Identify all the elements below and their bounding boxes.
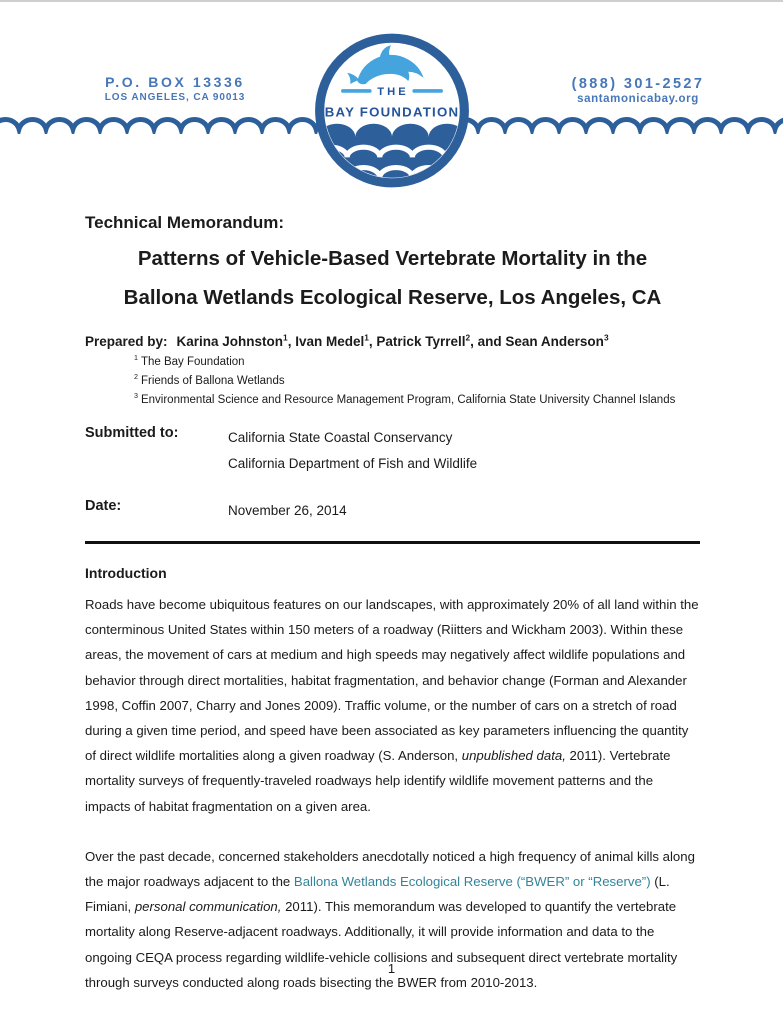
date-values bbox=[228, 498, 347, 524]
affiliation-text: The Bay Foundation bbox=[140, 356, 245, 368]
affiliation-sup: 3 bbox=[134, 392, 138, 401]
memo-title-line2: Ballona Wetlands Ecological Reserve, Los Angeles, CA bbox=[123, 286, 662, 309]
affiliation-sup: 1 bbox=[134, 354, 138, 363]
reserve-name-highlight: Ballona Wetlands Ecological Reserve (“BWER” or “Reserve”) bbox=[293, 874, 651, 890]
paragraph-text: Over the past decade, concerned stakeholders anecdotally noticed a high frequency of animal kills along the major roadways adjacent to the bbox=[85, 848, 695, 890]
author-sep: , bbox=[368, 334, 377, 349]
memo-title-line1: Patterns of Vehicle-Based Vertebrate Mortality in the bbox=[137, 247, 648, 270]
section-divider bbox=[85, 541, 700, 544]
author: Ivan Medel bbox=[295, 334, 365, 349]
affiliation bbox=[134, 372, 700, 391]
introduction-heading: Introduction bbox=[85, 565, 167, 581]
website-url: santamonicabay.org bbox=[577, 93, 699, 105]
memo-content bbox=[0, 213, 783, 995]
date-row bbox=[85, 498, 700, 524]
author: Karina Johnston bbox=[176, 334, 284, 349]
doc-type-heading: Technical Memorandum: bbox=[85, 213, 284, 232]
left-dash-icon bbox=[341, 89, 372, 93]
affiliation-list bbox=[134, 353, 700, 410]
submitted-to-row bbox=[85, 425, 700, 477]
italic-citation: personal communication, bbox=[134, 899, 282, 915]
affiliation bbox=[134, 353, 700, 372]
submitted-to-recipient: California Department of Fish and Wildlife bbox=[228, 456, 478, 471]
author-sup: 1 bbox=[364, 332, 369, 343]
logo-name-text: BAY FOUNDATION bbox=[324, 104, 459, 120]
affiliation-text: Environmental Science and Resource Management Program, California State University Channel Islands bbox=[140, 394, 676, 406]
submitted-to-label: Submitted to: bbox=[85, 425, 179, 441]
po-box: P.O. BOX 13336 bbox=[105, 74, 245, 90]
letterhead bbox=[0, 2, 783, 198]
phone-number: (888) 301-2527 bbox=[571, 76, 705, 92]
date-value: November 26, 2014 bbox=[228, 503, 347, 518]
contact-block bbox=[533, 76, 743, 105]
address-block bbox=[58, 74, 292, 103]
bay-foundation-logo bbox=[310, 29, 473, 192]
logo-the-text: THE bbox=[376, 86, 409, 99]
memo-title bbox=[85, 239, 700, 317]
italic-citation: unpublished data, bbox=[461, 748, 566, 764]
author-sep: , bbox=[287, 334, 296, 349]
intro-paragraph-1 bbox=[85, 592, 700, 819]
author-sep: , and bbox=[470, 334, 506, 349]
affiliation bbox=[134, 391, 700, 410]
prepared-by-line bbox=[85, 334, 700, 349]
submitted-to-recipient: California State Coastal Conservancy bbox=[228, 430, 453, 445]
paragraph-text: 2011). This memorandum was developed to quantify the vertebrate mortality along Reserve-adjacent roadways. Additionally, it will provide information and data to the ongoing CEQA process regarding wildlife-vehicle collisions and subsequent direct vertebrate mortality through surveys conducted along roads bisecting the BWER from 2010-2013. bbox=[85, 899, 678, 990]
right-dash-icon bbox=[412, 89, 443, 93]
submitted-to-values bbox=[228, 425, 477, 477]
paragraph-text: 2011). Vertebrate mortality surveys of frequently-traveled roadways help identify wildlife movement patterns and the impacts of habitat fragmentation on a given area. bbox=[85, 748, 671, 814]
author: Sean Anderson bbox=[505, 334, 604, 349]
paragraph-text: Roads have become ubiquitous features on our landscapes, with approximately 20% of all land within the conterminous United States within 150 meters of a roadway (Riitters and Wickham 2003). Within these areas, the movement of cars at medium and high speeds may negatively affect wildlife populations and behavior through direct mortalities, habitat fragmentation, and behavior change (Forman and Alexander 1998, Coffin 2007, Charry and Jones 2009). Traffic volume, or the number of cars on a stretch of road during a given time period, and speed have been associated as key parameters influencing the quantity of direct wildlife mortalities along a given roadway (S. Anderson, bbox=[85, 597, 699, 764]
author: Patrick Tyrrell bbox=[376, 334, 466, 349]
author-sup: 2 bbox=[465, 332, 471, 343]
prepared-by-label: Prepared by: bbox=[85, 334, 168, 349]
paragraph-text: (L. Fimiani, bbox=[85, 874, 670, 915]
author-sup: 3 bbox=[603, 332, 609, 343]
city-state-zip: LOS ANGELES, CA 90013 bbox=[104, 92, 246, 103]
affiliation-sup: 2 bbox=[134, 373, 138, 382]
author-sup: 1 bbox=[283, 332, 288, 343]
affiliation-text: Friends of Ballona Wetlands bbox=[140, 375, 285, 387]
date-label: Date: bbox=[85, 498, 122, 514]
page-number: 1 bbox=[387, 961, 396, 976]
